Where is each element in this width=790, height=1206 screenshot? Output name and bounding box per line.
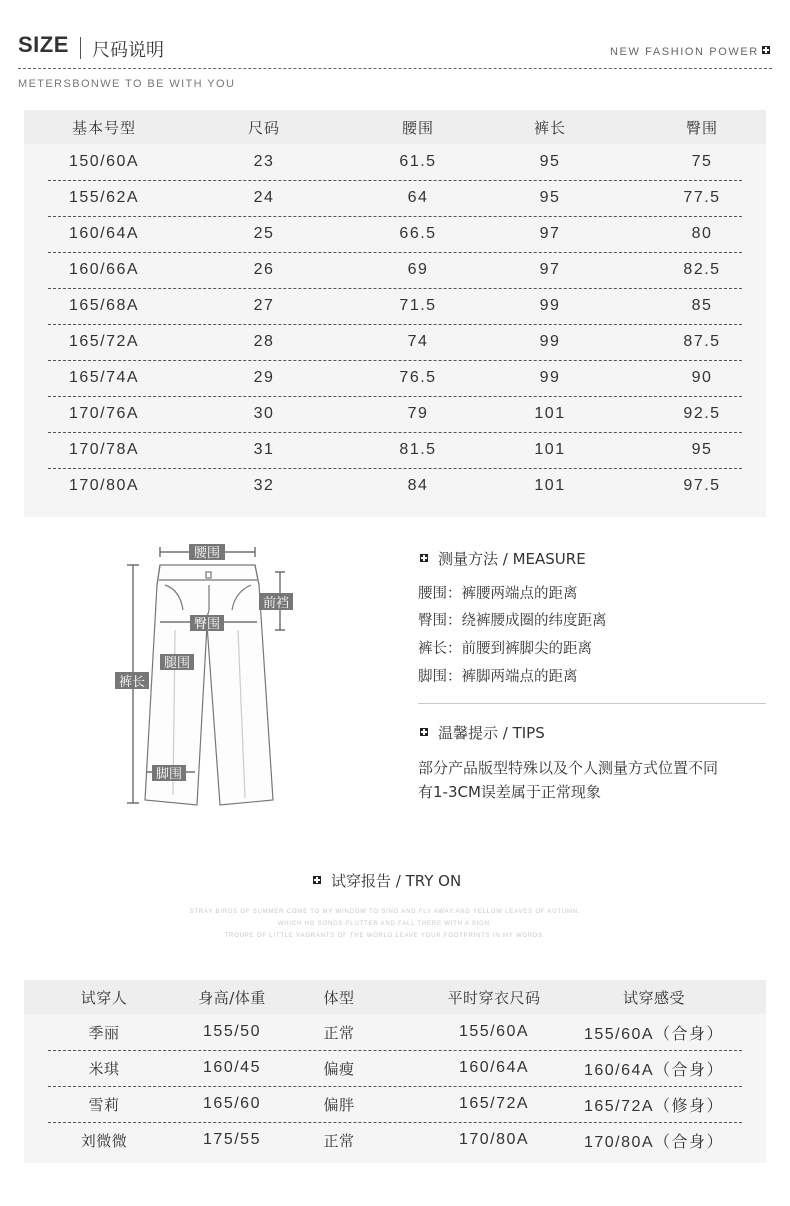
table-cell: 85 — [691, 297, 713, 314]
measure-line: 脚围：裤脚两端点的距离 — [418, 669, 578, 685]
table-cell: 66.5 — [399, 225, 437, 242]
table-cell: 165/72A — [458, 1095, 530, 1112]
table-cell: 155/62A — [68, 189, 140, 206]
table-cell: 95 — [539, 189, 561, 206]
table-cell: 155/50 — [203, 1023, 261, 1040]
col-header: 平时穿衣尺码 — [447, 988, 541, 1007]
table-row — [24, 144, 766, 180]
table-cell: 80 — [691, 225, 713, 242]
table-row — [24, 432, 766, 468]
tips-title: 温馨提示 / TIPS — [438, 724, 545, 742]
plus-box-icon — [420, 728, 428, 736]
decorative-text: WHICH HO SONGS.FLUTTER AND FALL THERE WITH A SIGN. — [277, 921, 493, 927]
table-cell: 160/64A — [458, 1059, 530, 1076]
measure-line: 裤长：前腰到裤脚尖的距离 — [418, 641, 592, 657]
table-cell: 165/72A（修身） — [583, 1097, 725, 1115]
table-cell: 雪莉 — [88, 1095, 120, 1114]
table-cell: 90 — [691, 369, 713, 386]
plus-box-icon — [762, 46, 770, 54]
table-cell: 99 — [539, 333, 561, 350]
tryon-table-header — [24, 980, 766, 1014]
brand-slogan: NEW FASHION POWER — [610, 46, 759, 58]
table-cell: 正常 — [323, 1131, 355, 1150]
table-cell: 170/80A — [68, 477, 140, 494]
table-cell: 101 — [534, 405, 566, 422]
table-row — [24, 396, 766, 432]
header-subtitle: METERSBONWE TO BE WITH YOU — [18, 78, 236, 90]
table-cell: 160/66A — [68, 261, 140, 278]
table-cell: 69 — [407, 261, 429, 278]
table-cell: 27 — [253, 297, 275, 314]
col-header: 臀围 — [685, 118, 718, 137]
page-title: 尺码说明 — [92, 40, 164, 61]
table-cell: 170/80A — [458, 1131, 530, 1148]
table-row — [24, 252, 766, 288]
measure-title: 测量方法 / MEASURE — [438, 550, 586, 568]
hem-label: 脚围 — [155, 767, 183, 782]
table-cell: 偏胖 — [323, 1095, 355, 1114]
table-row — [24, 288, 766, 324]
table-cell: 99 — [539, 297, 561, 314]
table-row — [24, 1050, 766, 1086]
size-table-header — [24, 110, 766, 144]
table-row — [24, 1086, 766, 1122]
table-cell: 23 — [253, 153, 275, 170]
table-cell: 97.5 — [683, 477, 721, 494]
table-cell: 24 — [253, 189, 275, 206]
table-row — [24, 180, 766, 216]
table-cell: 79 — [407, 405, 429, 422]
col-header: 裤长 — [533, 118, 566, 137]
table-cell: 101 — [534, 477, 566, 494]
table-cell: 165/68A — [68, 297, 140, 314]
table-cell: 31 — [253, 441, 275, 458]
table-cell: 165/72A — [68, 333, 140, 350]
table-cell: 170/76A — [68, 405, 140, 422]
table-cell: 29 — [253, 369, 275, 386]
table-cell: 170/80A（合身） — [583, 1133, 725, 1151]
table-row — [24, 1014, 766, 1050]
table-cell: 160/45 — [203, 1059, 261, 1076]
table-cell: 165/60 — [203, 1095, 261, 1112]
table-cell: 155/60A（合身） — [583, 1025, 725, 1043]
col-header: 身高/体重 — [198, 988, 266, 1007]
header-divider — [80, 37, 81, 59]
table-cell: 82.5 — [683, 261, 721, 278]
tips-line: 部分产品版型特殊以及个人测量方式位置不同 — [418, 759, 719, 777]
thigh-label: 腿围 — [163, 656, 191, 671]
pants-diagram — [105, 530, 305, 820]
section-divider — [418, 703, 766, 704]
col-header: 尺码 — [247, 118, 280, 137]
measure-line: 臀围：绕裤腰成圈的纬度距离 — [418, 613, 607, 629]
table-cell: 26 — [253, 261, 275, 278]
table-cell: 150/60A — [68, 153, 140, 170]
table-row — [24, 360, 766, 396]
table-row — [24, 324, 766, 360]
tryon-title: 试穿报告 / TRY ON — [331, 872, 462, 890]
decorative-text: STRAY BIRDS OF SUMMER COME TO MY WINDOW TO SING AND FLY AWAY.AND YELLOW LEAVES OF AUTUMN. — [189, 909, 581, 915]
table-cell: 97 — [539, 261, 561, 278]
table-cell: 75 — [691, 153, 713, 170]
table-cell: 95 — [691, 441, 713, 458]
table-cell: 30 — [253, 405, 275, 422]
table-cell: 97 — [539, 225, 561, 242]
table-cell: 74 — [407, 333, 429, 350]
decorative-text: TROUPE OF LITTLE VAGRANTS OF THE WORLD.LEAVE YOUR FOOTPRINTS IN MY WORDS. — [224, 933, 546, 939]
table-cell: 87.5 — [683, 333, 721, 350]
col-header: 腰围 — [401, 118, 434, 137]
table-cell: 64 — [407, 189, 429, 206]
col-header: 体型 — [323, 988, 355, 1007]
table-cell: 170/78A — [68, 441, 140, 458]
col-header: 试穿人 — [80, 988, 128, 1007]
table-cell: 61.5 — [399, 153, 437, 170]
col-header: 基本号型 — [71, 118, 136, 137]
table-cell: 71.5 — [399, 297, 437, 314]
table-cell: 28 — [253, 333, 275, 350]
hip-label: 臀围 — [193, 617, 221, 632]
table-cell: 25 — [253, 225, 275, 242]
table-cell: 77.5 — [683, 189, 721, 206]
measure-line: 腰围：裤腰两端点的距离 — [418, 586, 578, 602]
table-cell: 米琪 — [88, 1059, 120, 1078]
table-cell: 刘微微 — [80, 1131, 128, 1150]
table-cell: 160/64A — [68, 225, 140, 242]
waist-label: 腰围 — [193, 546, 221, 561]
table-cell: 175/55 — [203, 1131, 261, 1148]
plus-box-icon — [313, 876, 321, 884]
col-header: 试穿感受 — [622, 988, 685, 1007]
table-cell: 32 — [253, 477, 275, 494]
table-cell: 偏瘦 — [323, 1059, 355, 1078]
table-cell: 76.5 — [399, 369, 437, 386]
table-cell: 季丽 — [88, 1023, 120, 1042]
table-row — [24, 216, 766, 252]
table-row — [24, 468, 766, 504]
length-label: 裤长 — [118, 675, 146, 690]
size-heading: SIZE — [18, 32, 69, 57]
table-cell: 99 — [539, 369, 561, 386]
table-cell: 84 — [407, 477, 429, 494]
plus-box-icon — [420, 554, 428, 562]
table-cell: 155/60A — [458, 1023, 530, 1040]
table-cell: 92.5 — [683, 405, 721, 422]
table-cell: 165/74A — [68, 369, 140, 386]
tips-line: 有1-3CM误差属于正常现象 — [418, 783, 601, 801]
header-dashed-line — [18, 68, 772, 69]
table-cell: 81.5 — [399, 441, 437, 458]
table-cell: 95 — [539, 153, 561, 170]
table-cell: 101 — [534, 441, 566, 458]
table-cell: 正常 — [323, 1023, 355, 1042]
table-cell: 160/64A（合身） — [583, 1061, 725, 1079]
table-row — [24, 1122, 766, 1158]
rise-label: 前裆 — [262, 596, 290, 611]
